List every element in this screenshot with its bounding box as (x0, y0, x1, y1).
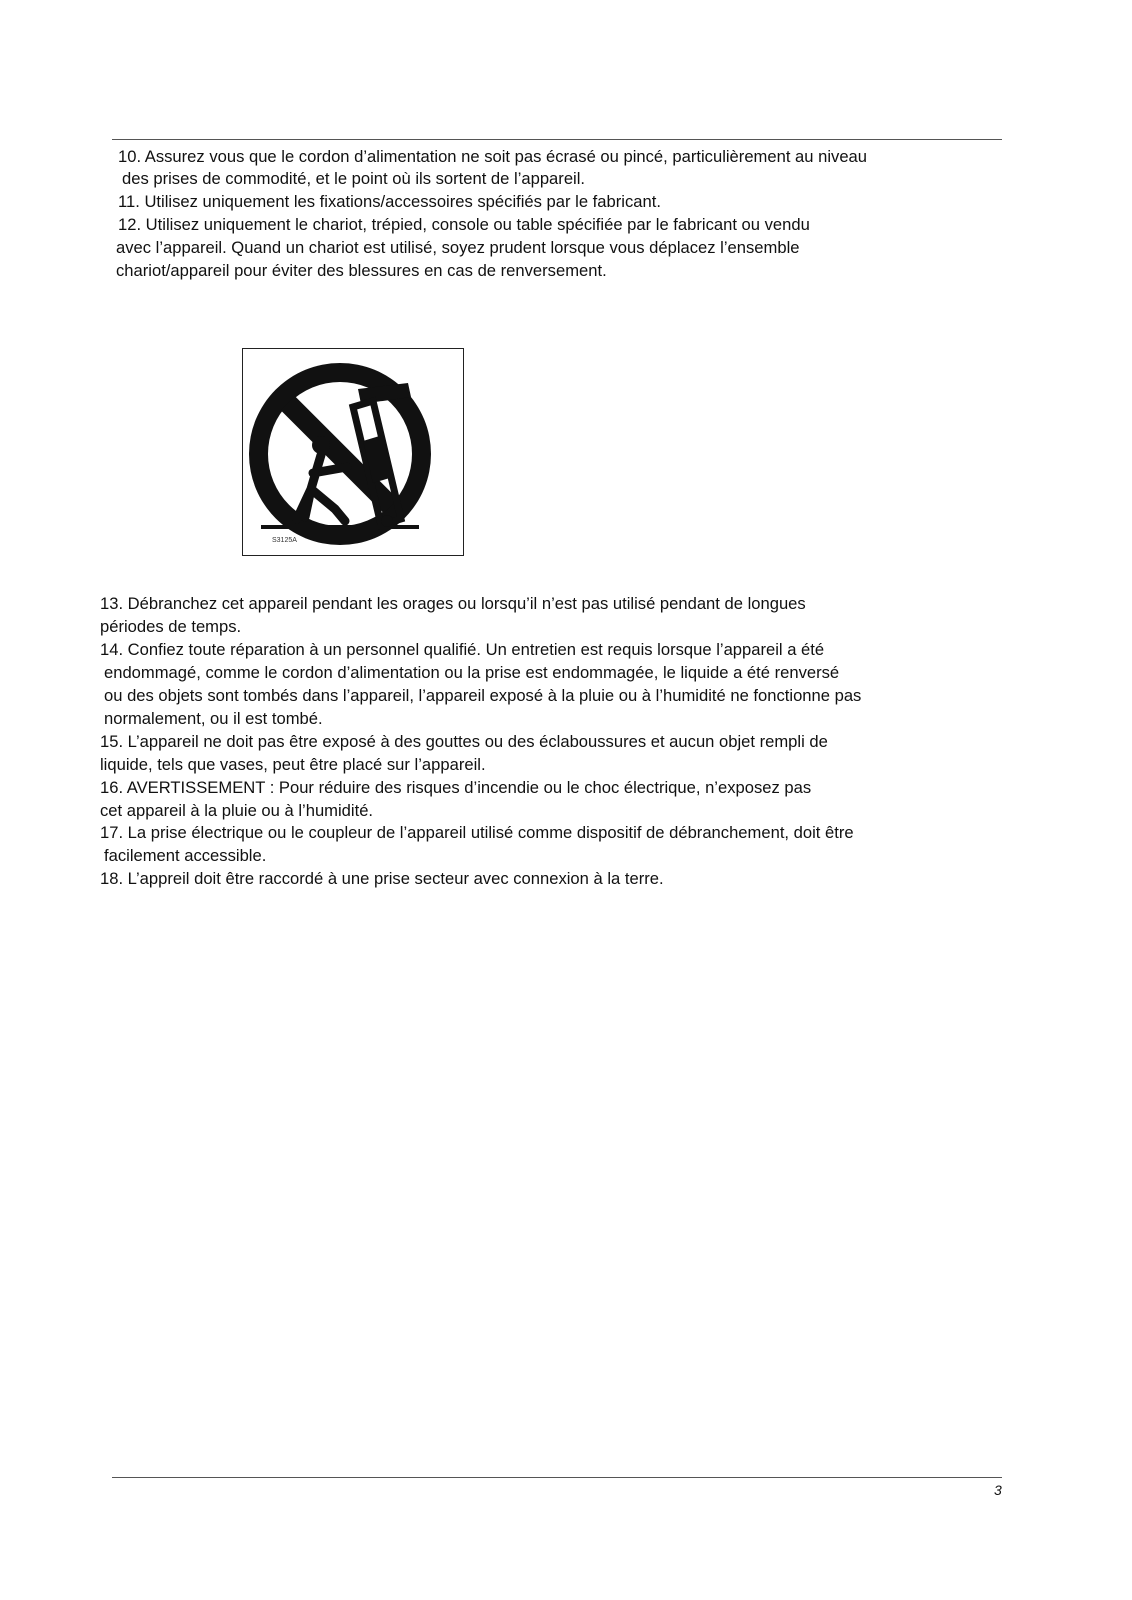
text-line: 15. L’appareil ne doit pas être exposé à des gouttes ou des éclaboussures et aucun objet rempli de (100, 732, 828, 751)
footer-rule (112, 1477, 1002, 1478)
text-line: facilement accessible. (104, 846, 267, 865)
text-line: chariot/appareil pour éviter des blessures en cas de renversement. (116, 261, 607, 280)
text-line: 10. Assurez vous que le cordon d’alimentation ne soit pas écrasé ou pincé, particulièrement au niveau (118, 147, 868, 166)
text-line: endommagé, comme le cordon d’alimentation ou la prise est endommagée, le liquide a été renversé (104, 663, 840, 682)
cart-tip-over-warning-icon (243, 349, 463, 555)
text-line: des prises de commodité, et le point où ils sortent de l’appareil. (122, 169, 586, 188)
text-line: 12. Utilisez uniquement le chariot, trépied, console ou table spécifiée par le fabricant ou vendu (118, 215, 810, 234)
text-line: périodes de temps. (100, 617, 242, 636)
page-number: 3 (994, 1482, 1002, 1498)
text-line: 18. L’appreil doit être raccordé à une prise secteur avec connexion à la terre. (100, 869, 664, 888)
text-line: ou des objets sont tombés dans l’appareil, l’appareil exposé à la pluie ou à l’humidité ne fonctionne pas (104, 686, 862, 705)
text-line: 16. AVERTISSEMENT : Pour réduire des risques d’incendie ou le choc électrique, n’exposez pas (100, 778, 812, 797)
text-line: normalement, ou il est tombé. (104, 709, 323, 728)
text-line: 14. Confiez toute réparation à un personnel qualifié. Un entretien est requis lorsque l’appareil a été (100, 640, 825, 659)
header-rule (112, 139, 1002, 140)
text-line: 17. La prise électrique ou le coupleur de l’appareil utilisé comme dispositif de débranchement, doit être (100, 823, 854, 842)
text-line: cet appareil à la pluie ou à l’humidité. (100, 801, 374, 820)
text-line: 11. Utilisez uniquement les fixations/accessoires spécifiés par le fabricant. (118, 192, 661, 211)
cart-warning-figure (242, 348, 464, 556)
figure-code: S3125A (272, 537, 297, 544)
text-line: avec l’appareil. Quand un chariot est utilisé, soyez prudent lorsque vous déplacez l’ensemble (116, 238, 800, 257)
text-line: liquide, tels que vases, peut être placé sur l’appareil. (100, 755, 486, 774)
text-line: 13. Débranchez cet appareil pendant les orages ou lorsqu’il n’est pas utilisé pendant de longues (100, 594, 806, 613)
